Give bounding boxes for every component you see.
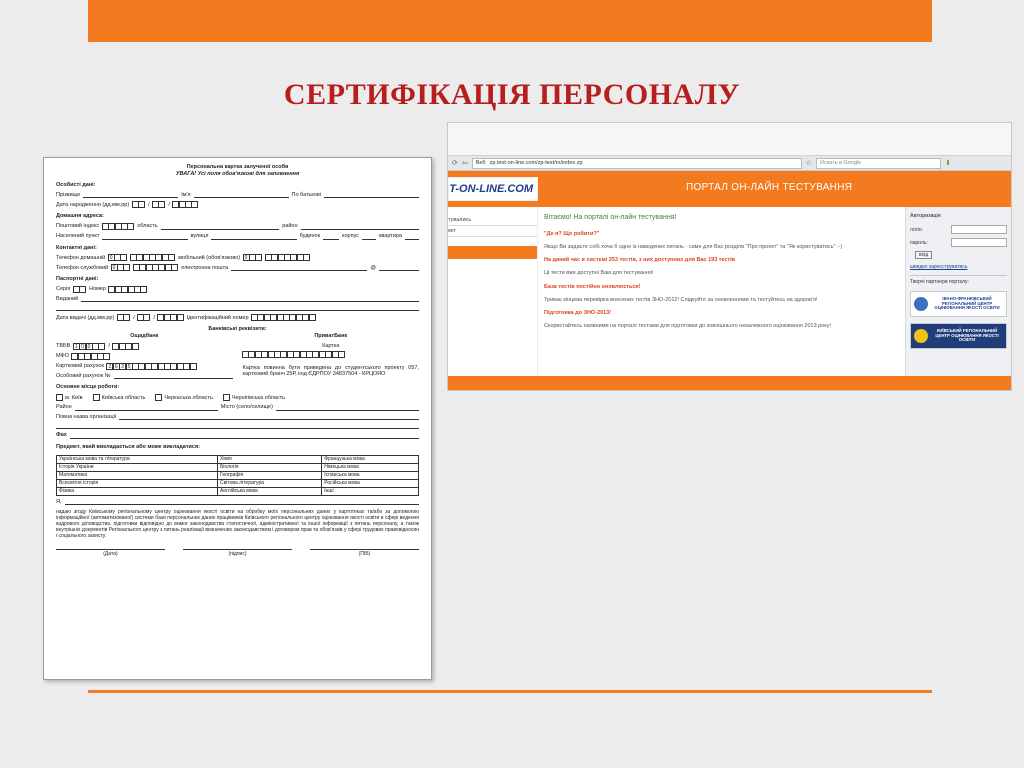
settlement-row	[56, 233, 419, 240]
tab-label: Веб	[475, 160, 486, 166]
search-box[interactable]: Искать в Google	[816, 158, 941, 169]
consent-text: надаю згоду Київському регіональному центру оцінювання якості освіти на обробку моїх персональних даних у картотеках та/або за допомогою інформаційної (автоматизованої) системи бази персональних даних працівників Київського регіонального центру оцінювання якості освіти в сфері ведення кадрового діловодства, підготовки відповідно до вимог законодавства статистичної, адміністративної та іншої інформації з питань персоналу, а також внутрішніх документів Регіонального центру з питань реалізації визначених законодавством і договором прав та обов'язків у сфері трудових правовідносин і соціального захисту.	[56, 509, 419, 540]
mobile-code: 0	[243, 254, 250, 261]
tests-count: На даний час в системі 253 тестів, з них доступних для Вас 193 тестів	[544, 257, 736, 263]
work-code: 0	[111, 264, 118, 271]
portal-footer	[448, 376, 1011, 391]
issue-date-label: Дата видачі (дд.мм.рр)	[56, 314, 115, 321]
apartment-label: квартира	[379, 232, 402, 239]
contacts-section: Контактні дані:	[56, 244, 97, 251]
checkbox	[56, 394, 63, 401]
address-bar[interactable]	[472, 158, 802, 169]
partners-heading: Творчі партнери порталу:	[910, 279, 969, 285]
bank-columns	[56, 333, 419, 379]
work-district-label: Район	[56, 404, 72, 411]
checkbox	[93, 394, 100, 401]
postal-label: Поштовий індекс	[56, 223, 100, 230]
privat-note: Картка повинна бути приведена до студентського проекту 057, картковий бранч 25Р, код ЄДРПОУ 34837504 - КРЦОЯО	[242, 364, 419, 378]
checkbox	[223, 394, 230, 401]
download-icon[interactable]: ⬇	[945, 160, 951, 167]
password-label: пароль:	[910, 239, 928, 246]
sign-name: (ПІБ)	[310, 549, 419, 557]
personal-account-label: Особовий рахунок №	[56, 372, 111, 379]
welcome-content	[538, 207, 905, 376]
tests-available: Ці тести вже доступні Вам для тестування!	[544, 270, 654, 277]
number-label: Номер	[89, 286, 107, 293]
mfo-label: МФО	[56, 352, 69, 359]
table-row: Історія України Біологія Німецька мова	[57, 463, 419, 471]
reload-icon[interactable]: ⟳	[452, 160, 458, 167]
card-label: Картка	[322, 342, 340, 349]
privat-label: ПриватБанк	[314, 332, 348, 339]
mobile-label: мобільний (обов'язково)	[178, 254, 241, 261]
i-label: Я,	[56, 498, 62, 505]
place-kyiv: м. Київ	[56, 394, 83, 402]
partner-banner-kyiv[interactable]: КИЇВСЬКИЙ РЕГІОНАЛЬНИЙ ЦЕНТР ОЦІНЮВАННЯ ЯКОСТІ ОСВІТИ	[910, 323, 1007, 349]
surname-label: Прізвище	[56, 191, 81, 198]
series-row	[56, 286, 419, 293]
home-code: 0	[108, 254, 115, 261]
partner-emblem-icon	[914, 297, 928, 311]
privat-column	[243, 333, 420, 379]
sign-date: (Дата)	[56, 549, 165, 557]
url-text: zp.test-on-line.com/zp-test/ro/index.zp	[489, 160, 583, 166]
zno-2013-heading: Підготовка до ЗНО-2013!	[544, 310, 612, 316]
faq-text: Якщо Ви задаєте собі хоча б одне із наведених питань - саме для Вас розділи "Про проект" та "Як користуватись" :-)	[544, 243, 843, 250]
register-link[interactable]: швидко зареєструватись	[910, 264, 968, 270]
tvbv-label: ТВБВ	[56, 342, 71, 349]
zno-2012-text: Триває кінцева перевірка внесених тестів ЗНО-2012! Слідкуйте за оновленнями та тестуйтесь на здоров'я!	[544, 296, 818, 303]
id-number-label: Ідентифікаційний номер	[186, 314, 249, 321]
zno-2013-text: Скористайтесь наявними на порталі тестами для підготовки до зовнішнього незалежного оцінювання 2013 року!	[544, 323, 832, 330]
form-title: Персональна картка залученої особи	[186, 164, 289, 170]
left-menu	[448, 207, 538, 376]
portal-header	[448, 171, 1011, 207]
star-icon[interactable]: ☆	[805, 160, 813, 167]
name-row	[56, 192, 419, 199]
table-row: Математика Географія Іспанська мова	[57, 471, 419, 479]
address-section: Домашня адреса:	[56, 213, 104, 220]
building-label: корпус	[342, 232, 360, 239]
passport-section: Паспортні дані:	[56, 276, 99, 283]
card-account-label: Картковий рахунок	[56, 362, 104, 369]
checkbox	[155, 394, 162, 401]
tests-updated: База тестів постійно оновлюється!	[544, 283, 641, 290]
work-phone-row	[56, 264, 419, 271]
district-label: район	[282, 223, 298, 230]
menu-item[interactable]: тувались	[448, 215, 537, 226]
password-input[interactable]	[951, 238, 1007, 247]
login-input[interactable]	[951, 225, 1007, 234]
faq-link[interactable]: "Де я? Що робити?"	[544, 230, 600, 237]
place-options	[56, 394, 419, 402]
signatures	[56, 549, 419, 557]
partner-emblem-icon	[914, 329, 928, 343]
postal-row	[56, 223, 419, 230]
org-label: Повна назва організації	[56, 413, 117, 420]
partner-banner-ivano-frankivsk[interactable]: ІВАНО-ФРАНКІВСЬКИЙ РЕГІОНАЛЬНИЙ ЦЕНТР ОЦІНЮВАННЯ ЯКОСТІ ОСВІТИ	[910, 291, 1007, 317]
place-cherkasy: Черкаська область	[155, 394, 212, 402]
login-button[interactable]: вхід	[915, 251, 932, 259]
oshchad-label: Ощадбанк	[130, 332, 159, 339]
house-label: будинок	[299, 232, 320, 239]
portal-logo[interactable]: T-ON-LINE.COM	[448, 177, 538, 201]
sign-signature: (підпис)	[183, 549, 292, 557]
browser-screenshot	[447, 122, 1012, 391]
settlement-label: Населений пункт	[56, 232, 100, 239]
menu-item[interactable]: ект	[448, 226, 537, 237]
series-label: Серія	[56, 286, 71, 293]
place-kyiv-region: Київська область	[93, 394, 146, 402]
slide-title: СЕРТИФІКАЦІЯ ПЕРСОНАЛУ	[283, 78, 741, 111]
personal-section: Особисті дані:	[56, 182, 96, 189]
workplace-section: Основне місце роботи:	[56, 384, 120, 391]
email-label: електронна пошта	[181, 264, 229, 271]
work-phone-label: Телефон службовий	[56, 264, 109, 271]
home-phone-row	[56, 254, 419, 261]
auth-heading: Авторизація	[910, 213, 941, 219]
table-row: Українська мова та література Хімія Французька мова	[57, 455, 419, 463]
at-sign: @	[370, 264, 376, 271]
login-label: логін:	[910, 226, 923, 233]
form-subtitle: УВАГА! Усі поля обов'язкові для заповнення	[175, 170, 300, 177]
browser-toolbar	[448, 155, 1011, 171]
name-label: Ім'я	[181, 191, 191, 198]
fax-label: Фах	[56, 432, 67, 439]
oshchad-column: Ощадбанк ТВБВ 1 0 0 / МФО Картковий рахунок 2 6 2 5 Особовий рахунок №	[56, 333, 233, 379]
bank-section: Банківські реквізити:	[208, 326, 267, 333]
portal-body	[448, 207, 1011, 376]
subject-section: Предмет, який викладається або може викладатися:	[56, 444, 200, 451]
place-chernihiv: Чернігівська область	[223, 394, 285, 402]
issue-date-row: Дата видачі (дд.мм.рр) / / Ідентифікаційний номер	[56, 314, 419, 321]
birth-row: Дата народження (дд.мм.рр) / /	[56, 201, 419, 208]
back-icon[interactable]: ⇦	[461, 160, 468, 167]
birth-label: Дата народження (дд.мм.рр)	[56, 201, 130, 208]
home-phone-label: Телефон домашній	[56, 254, 106, 261]
bottom-accent-line	[88, 690, 932, 693]
welcome-heading: Вітаємо! На порталі он-лайн тестування!	[544, 214, 677, 221]
work-city-label: Місто (село/селище)	[220, 404, 273, 411]
table-row: Фізика Англійська мова Інші	[57, 487, 419, 495]
issued-row	[56, 296, 419, 303]
subjects-table	[56, 455, 419, 496]
auth-sidebar	[905, 207, 1011, 376]
table-row: Всесвітня історія Світова література Російська мова	[57, 479, 419, 487]
street-label: вулиця	[190, 232, 209, 239]
region-label: область	[137, 223, 158, 230]
personal-card-form	[43, 157, 432, 680]
issued-label: Виданий	[56, 295, 79, 302]
top-accent-bar	[88, 0, 932, 42]
patronymic-label: По батькові	[291, 191, 322, 198]
portal-title: ПОРТАЛ ОН-ЛАЙН ТЕСТУВАННЯ	[686, 182, 853, 193]
